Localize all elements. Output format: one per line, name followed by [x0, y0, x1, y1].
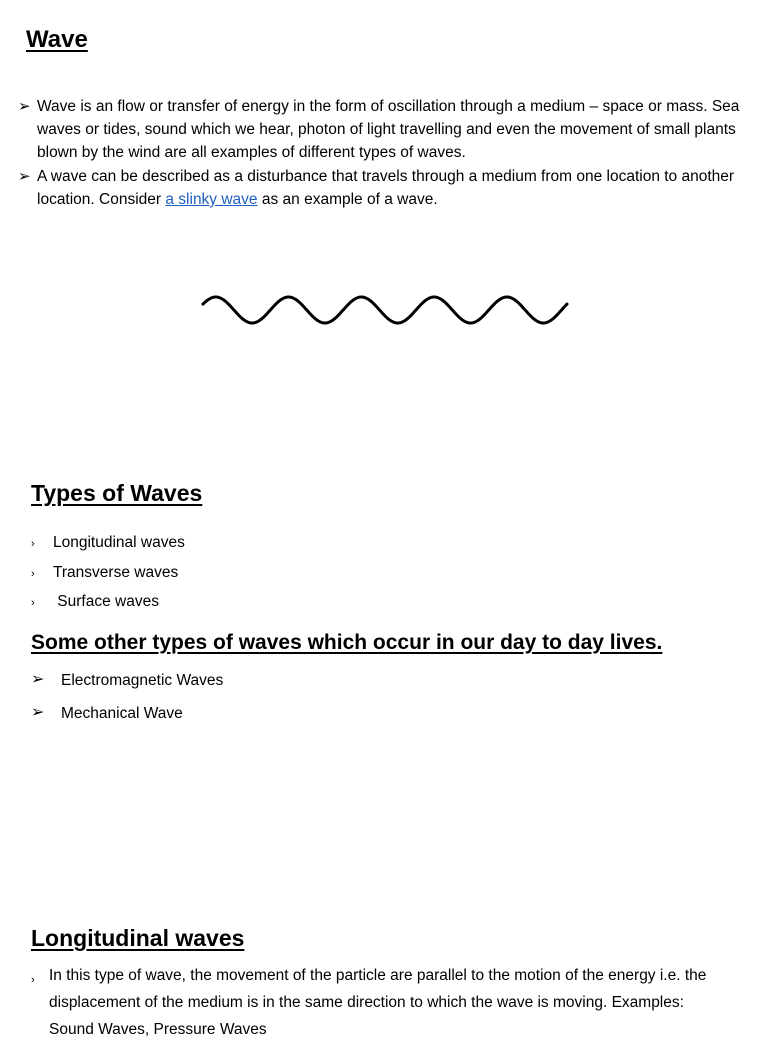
arrow-bullet-icon: ➢ — [18, 168, 31, 185]
page-title: Wave — [26, 26, 88, 53]
longitudinal-heading: Longitudinal waves — [31, 925, 245, 951]
intro-paragraph-1 — [18, 95, 758, 164]
intro-text-2-before: A wave can be described as a disturbance that travels through a medium from one location to another location. Consider — [37, 168, 735, 208]
arrow-bullet-icon: ➢ — [18, 98, 31, 115]
chevron-bullet-icon: › — [31, 538, 35, 550]
longitudinal-text: In this type of wave, the movement of the particle are parallel to the motion of the energy i.e. the displacement of the medium is in the same direction to which the wave is moving. Examples: Sound Waves, Pressure Waves — [49, 967, 707, 1038]
intro-text-1: Wave is an flow or transfer of energy in the form of oscillation through a medium – space or mass. Sea waves or tides, sound which we hear, photon of light travelling and even the movement of small plants blown by the wind are all examples of different types of waves. — [37, 98, 740, 161]
chevron-bullet-icon: › — [31, 597, 35, 609]
list-item: Electromagnetic Waves — [61, 672, 224, 689]
chevron-bullet-icon: › — [31, 568, 35, 580]
chevron-bullet-icon: › — [31, 974, 35, 986]
slinky-wave-link[interactable]: a slinky wave — [165, 191, 258, 208]
types-heading: Types of Waves — [31, 480, 203, 506]
list-item: Longitudinal waves — [53, 534, 185, 551]
arrow-bullet-icon: ➢ — [31, 671, 45, 688]
intro-paragraph-2 — [18, 165, 758, 211]
intro-text-2-after: as an example of a wave. — [257, 191, 438, 208]
slinky-wave-illustration — [195, 280, 575, 340]
list-item: Mechanical Wave — [61, 705, 183, 722]
longitudinal-paragraph — [31, 962, 731, 1043]
other-types-heading: Some other types of waves which occur in our day to day lives. — [31, 631, 663, 654]
list-item: Transverse waves — [53, 564, 179, 581]
intro-text-2 — [37, 165, 758, 211]
wave-curve — [203, 297, 567, 323]
list-item: Surface waves — [53, 593, 159, 610]
arrow-bullet-icon: ➢ — [31, 704, 45, 721]
